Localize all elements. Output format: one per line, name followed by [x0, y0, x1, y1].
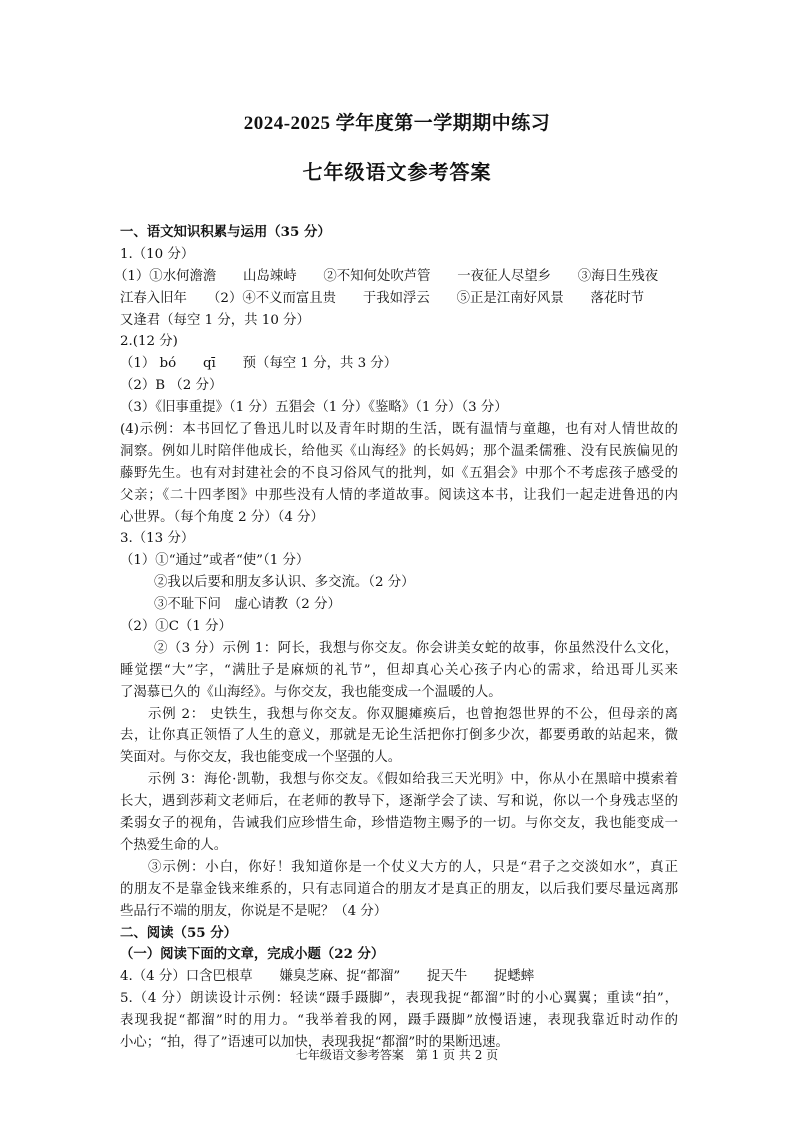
section-heading: 一、语文知识积累与运用（35 分） [120, 224, 331, 240]
answer-line: 江春入旧年 （2）④不义而富且贵 于我如浮云 ⑤正是江南好风景 落花时节 [120, 290, 645, 306]
answer-line: 个热爱生命的人。 [120, 837, 228, 853]
subsection-heading: （一）阅读下面的文章，完成小题（22 分） [120, 946, 385, 963]
answer-line: 表现我捉“都溜”时的用力。“我举着我的网，蹑手蹑脚”放慢语速，表现我靠近时动作的 [120, 1013, 678, 1029]
answer-line: 示例 2： 史铁生，我想与你交友。你双腿瘫痪后，也曾抱怨世界的不公，但母亲的离 [148, 706, 678, 722]
answer-line: 洞察。例如儿时陪伴他成长，给他买《山海经》的长妈妈；那个温柔儒雅、没有民族偏见的 [120, 443, 678, 459]
answer-line: （1）①“通过”或者“使”（1 分） [120, 553, 310, 569]
question-heading: 3.（13 分） [120, 531, 195, 547]
answer-line: 了渴慕已久的《山海经》。与你交友，我也能变成一个温暖的人。 [120, 684, 502, 700]
answer-line: （3）《旧事重提》（1 分）五猖会（1 分）《鉴略》（1 分）（3 分） [120, 400, 508, 416]
answer-line: 小心；“拍，得了”语速可以加快，表现我捉“都溜”时的果断迅速。 [120, 1034, 509, 1050]
answer-line: ②（3 分）示例 1：阿长，我想与你交友。你会讲美女蛇的故事，你虽然没什么文化， [154, 640, 678, 656]
answer-line: 睡觉摆“大”字，“满肚子是麻烦的礼节”，但却真心关心孩子内心的需求，给迅哥儿买来 [120, 662, 678, 678]
answer-line: ②我以后要和朋友多认识、多交流。（2 分） [154, 575, 415, 591]
answer-line: 心世界。（每个角度 2 分）（4 分） [120, 509, 324, 525]
page-footer: 七年级语文参考答案 第 1 页 共 2 页 [295, 1048, 499, 1062]
answer-line: (4)示例：本书回忆了鲁迅儿时以及青年时期的生活，既有温情与童趣，也有对人情世故的 [120, 422, 678, 438]
answer-line: ③不耻下问 虚心请教（2 分） [154, 597, 341, 613]
question-heading: 1.（10 分） [120, 246, 195, 262]
answer-line: 些品行不端的朋友，你说是不是呢？（4 分） [120, 903, 388, 919]
answer-line: 长大，遇到莎莉文老师后，在老师的教导下，逐渐学会了读、写和说，你以一个身残志坚的 [120, 794, 678, 810]
answer-line: （1）①水何澹澹 山岛竦峙 ②不知何处吹芦管 一夜征人尽望乡 ③海日生残夜 [114, 268, 659, 284]
answer-line: 去，让你真正领悟了人生的意义，那就是无论生活把你打倒多少次，都要勇敢的站起来，微 [120, 728, 678, 744]
answer-line: 父亲；《二十四孝图》中那些没有人情的孝道故事。阅读这本书，让我们一起走进鲁迅的内 [120, 487, 678, 503]
answer-line: （2）①C（1 分） [120, 619, 232, 635]
answer-line: 示例 3：海伦·凯勒，我想与你交友。《假如给我三天光明》中，你从小在黑暗中摸索着 [148, 772, 678, 788]
answer-line: （2）B （2 分） [120, 378, 223, 394]
document-title: 2024-2025 学年度第一学期期中练习 [243, 113, 551, 134]
answer-line: 5.（4 分）朗读设计示例：轻读“蹑手蹑脚”，表现我捉“都溜”时的小心翼翼；重读“拍”， [120, 991, 678, 1007]
answer-line: 藤野先生。也有对封建社会的不良习俗风气的批判，如《五猖会》中那个不考虑孩子感受的 [120, 465, 678, 481]
answer-line: 柔弱女子的视角，告诫我们应珍惜生命，珍惜造物主赐予的一切。与你交友，我也能变成一 [120, 816, 678, 832]
answer-line: 又逢君（每空 1 分，共 10 分） [120, 312, 310, 328]
answer-line: ③示例：小白，你好！我知道你是一个仗义大方的人，只是“君子之交淡如水”，真正 [148, 859, 678, 875]
answer-line: 的朋友不是靠金钱来维系的，只有志同道合的朋友才是真正的朋友，以后我们要尽量远离那 [120, 881, 678, 897]
answer-body [114, 222, 678, 1054]
section-heading: 二、阅读（55 分） [120, 924, 238, 941]
question-heading: 2.(12 分) [120, 334, 178, 350]
answer-line: 4.（4 分）口含巴根草 嫌臭芝麻、捉“都溜” 捉天牛 捉蟋蟀 [120, 969, 535, 985]
document-subtitle: 七年级语文参考答案 [302, 162, 492, 184]
answer-line: 笑面对。与你交友，我也能变成一个坚强的人。 [120, 750, 402, 766]
answer-line: （1） bó qī 预（每空 1 分，共 3 分） [120, 356, 398, 372]
